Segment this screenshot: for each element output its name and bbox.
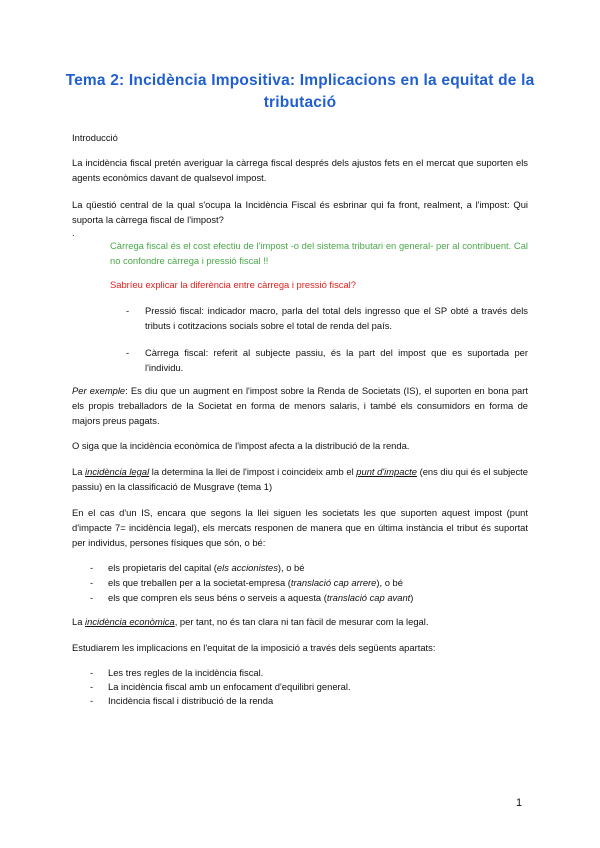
example-label: Per exemple — [72, 385, 126, 396]
text: els que compren els seus béns o serveis a aquesta ( — [108, 592, 327, 603]
paragraph-intro: La incidència fiscal pretén averiguar la càrrega fiscal després dels ajustos fets en el mercat que suporten els agents econòmics davant de qualsevol impost. — [72, 157, 528, 183]
list-dash: - — [126, 305, 130, 316]
term-punt-impacte: punt d'impacte — [356, 466, 417, 477]
section-item: Les tres regles de la incidència fiscal. — [108, 667, 264, 678]
red-question: Sabríeu explicar la diferència entre càrrega i pressió fiscal? — [110, 279, 356, 290]
section-item: Incidència fiscal i distribució de la renda — [108, 695, 274, 706]
list-dash: - — [126, 347, 130, 358]
list-item — [108, 590, 413, 605]
paragraph-siga: O siga que la incidència econòmica de l'impost afecta a la distribució de la renda. — [72, 440, 410, 451]
section-item: La incidència fiscal amb un enfocament d'equilibri general. — [108, 681, 351, 692]
text: (ens diu qui és el subjecte passiu) en la classificació de Musgrave (tema 1) — [72, 466, 528, 492]
text: , per tant, no és tan clara ni tan fàcil de mesurar com la legal. — [174, 616, 429, 627]
paragraph-question: La qüestió central de la qual s'ocupa la Incidència Fiscal és esbrinar qui fa front, realment, a l'impost: Qui suporta la càrrega fiscal de l'impost? — [72, 199, 528, 225]
text: La — [72, 466, 86, 477]
term-incidencia-economica: incidència econòmica — [85, 616, 175, 627]
paragraph-cas: En el cas d'un IS, encara que segons la llei siguen les societats les que suporten aquest impost (punt d'impacte 7= incidència legal), els mercats responen de manera que en última instància el tribut és suportat per individus, persones físiques que són, o bé: — [72, 507, 528, 548]
emphasis: translació cap arrere — [290, 577, 377, 588]
text: la determina la llei de l'impost i coincideix amb el — [149, 466, 357, 477]
list-item — [108, 560, 304, 575]
green-note: Càrrega fiscal és el cost efectiu de l'impost -o del sistema tributari en general- per al contribuent. Cal no confondre càrrega i pressió fiscal !! — [110, 240, 528, 266]
list-dash: - — [90, 667, 94, 678]
list-dash: - — [90, 592, 94, 603]
dot: . — [72, 227, 75, 238]
emphasis: els accionistes — [216, 562, 278, 573]
text: ), o bé — [376, 577, 403, 588]
text: ), o bé — [277, 562, 305, 573]
paragraph-legal — [72, 464, 528, 494]
page-title: Tema 2: Incidència Impositiva: Implicacions en la equitat de la tributació — [65, 72, 535, 111]
definition-carrega: Càrrega fiscal: referit al subjecte passiu, és la part del impost que es suportada per l'individu. — [145, 347, 528, 373]
list-dash: - — [90, 562, 94, 573]
emphasis: translació cap avant — [326, 592, 411, 603]
paragraph-example — [72, 383, 528, 428]
page-number: 1 — [516, 797, 523, 809]
list-dash: - — [90, 681, 94, 692]
text: els que treballen per a la societat-empresa ( — [108, 577, 291, 588]
list-item — [108, 575, 403, 590]
paragraph-estudiarem: Estudiarem les implicacions en l'equitat de la imposició a través dels següents apartats: — [72, 642, 436, 653]
definition-pressio: Pressió fiscal: indicador macro, parla del total dels ingresso que el SP obté a través dels tributs i cotitzacions socials sobre el total de renda del país. — [145, 305, 528, 331]
term-incidencia-legal: incidència legal — [85, 466, 150, 477]
intro-heading: Introducció — [72, 132, 118, 143]
text: La — [72, 616, 86, 627]
text: ) — [410, 592, 414, 603]
text: els propietaris del capital ( — [108, 562, 217, 573]
paragraph-economica — [72, 614, 528, 629]
list-dash: - — [90, 577, 94, 588]
list-dash: - — [90, 695, 94, 706]
example-text: : Es diu que un augment en l'impost sobre la Renda de Societats (IS), el suporten en bona part els propis treballadors de la Societat en forma de menors salaris, i també els consumidors en forma de majors preus pagats. — [72, 385, 528, 426]
